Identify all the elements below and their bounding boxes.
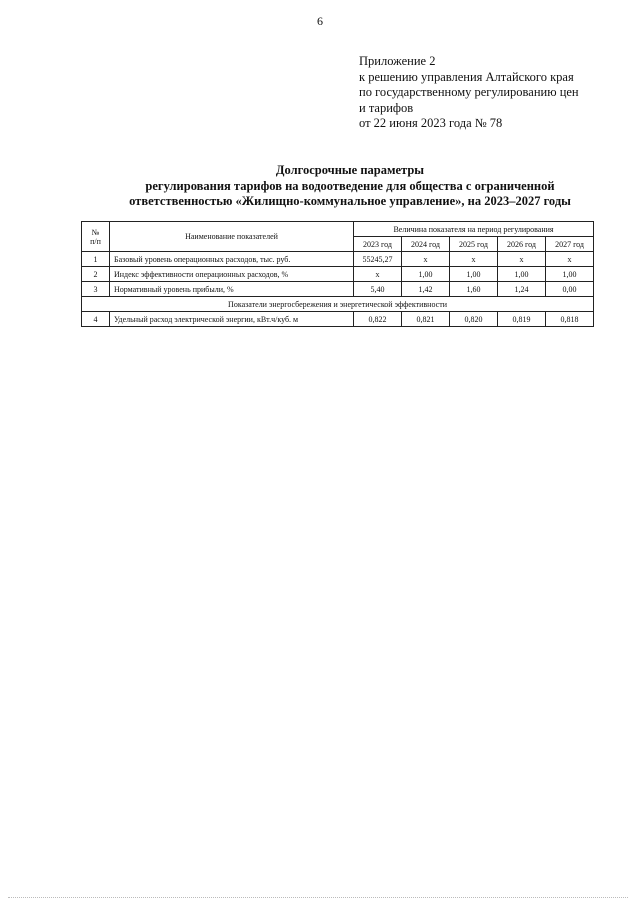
table-row bbox=[82, 252, 594, 267]
row-name: Индекс эффективности операционных расходов, % bbox=[110, 267, 354, 282]
page-number: 6 bbox=[317, 14, 323, 28]
appendix-line: от 22 июня 2023 года № 78 bbox=[359, 116, 503, 130]
row-value: 1,00 bbox=[498, 267, 546, 282]
appendix-header bbox=[359, 54, 579, 132]
row-number: 3 bbox=[82, 282, 110, 297]
row-value: 1,60 bbox=[450, 282, 498, 297]
period-header: Величина показателя на период регулирования bbox=[354, 222, 594, 237]
row-value: 5,40 bbox=[354, 282, 402, 297]
document-title bbox=[60, 163, 640, 210]
row-value: 1,24 bbox=[498, 282, 546, 297]
row-value: 55245,27 bbox=[354, 252, 402, 267]
row-name: Удельный расход электрической энергии, кВт.ч/куб. м bbox=[110, 312, 354, 327]
row-number: 2 bbox=[82, 267, 110, 282]
row-value: х bbox=[546, 252, 594, 267]
row-value: х bbox=[402, 252, 450, 267]
section-row bbox=[82, 297, 594, 312]
row-name: Базовый уровень операционных расходов, тыс. руб. bbox=[110, 252, 354, 267]
row-value: 0,820 bbox=[450, 312, 498, 327]
appendix-line: Приложение 2 bbox=[359, 54, 436, 68]
row-value: 0,819 bbox=[498, 312, 546, 327]
title-line: регулирования тарифов на водоотведение для общества с ограниченной bbox=[145, 178, 555, 193]
year-header: 2026 год bbox=[498, 237, 546, 252]
row-value: 1,00 bbox=[402, 267, 450, 282]
num-header-line: № bbox=[91, 227, 100, 237]
year-header: 2027 год bbox=[546, 237, 594, 252]
name-header: Наименование показателей bbox=[110, 222, 354, 252]
footer-divider bbox=[8, 897, 628, 898]
table-row bbox=[82, 267, 594, 282]
row-value: х bbox=[354, 267, 402, 282]
row-value: 1,00 bbox=[450, 267, 498, 282]
table-row bbox=[82, 282, 594, 297]
parameters-table bbox=[81, 221, 594, 327]
title-line: ответственностью «Жилищно-коммунальное управление», на 2023–2027 годы bbox=[129, 194, 571, 208]
year-header: 2023 год bbox=[354, 237, 402, 252]
num-header-line: п/п bbox=[90, 236, 101, 246]
row-value: х bbox=[498, 252, 546, 267]
appendix-line: к решению управления Алтайского края bbox=[359, 69, 574, 84]
title-line: Долгосрочные параметры bbox=[275, 163, 425, 177]
row-value: 0,818 bbox=[546, 312, 594, 327]
year-header: 2024 год bbox=[402, 237, 450, 252]
year-header: 2025 год bbox=[450, 237, 498, 252]
table-header-row bbox=[82, 222, 594, 237]
row-value: 0,822 bbox=[354, 312, 402, 327]
row-value: 1,00 bbox=[546, 267, 594, 282]
row-number: 4 bbox=[82, 312, 110, 327]
table-row bbox=[82, 312, 594, 327]
row-value: х bbox=[450, 252, 498, 267]
row-number: 1 bbox=[82, 252, 110, 267]
appendix-line: по государственному регулированию цен bbox=[359, 85, 579, 99]
row-value: 1,42 bbox=[402, 282, 450, 297]
section-title: Показатели энергосбережения и энергетической эффективности bbox=[82, 297, 594, 312]
num-header bbox=[82, 222, 110, 252]
appendix-line: и тарифов bbox=[359, 100, 414, 115]
row-value: 0,00 bbox=[546, 282, 594, 297]
row-name: Нормативный уровень прибыли, % bbox=[110, 282, 354, 297]
row-value: 0,821 bbox=[402, 312, 450, 327]
